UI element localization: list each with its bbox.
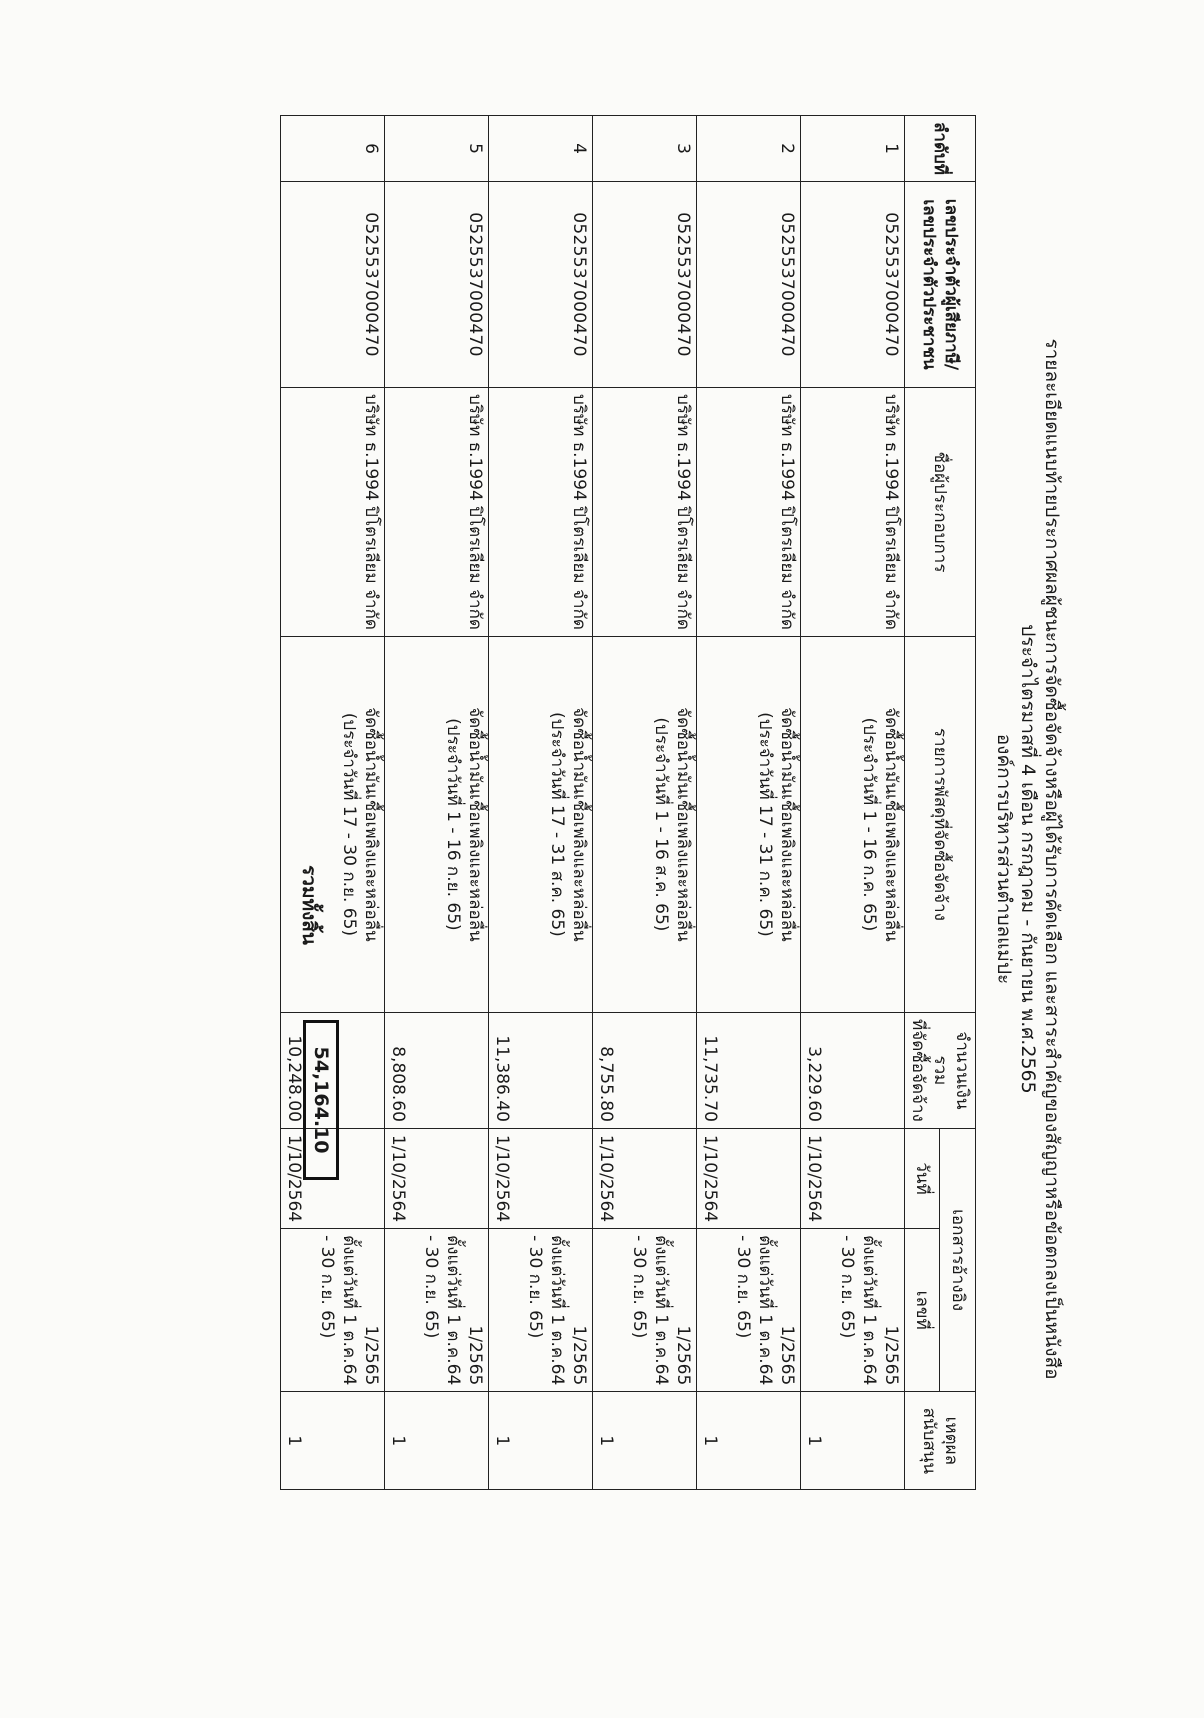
doc-date: 1/10/2564 <box>593 1128 697 1228</box>
total-label: รวมทั้งสิ้น <box>298 865 320 945</box>
col-header-doc: เอกสารอ้างอิง <box>940 1128 976 1391</box>
col-header-no: ลำดับที่ <box>905 116 976 182</box>
document-title: รายละเอียดแนบท้ายประกาศผลผู้ชนะการจัดซื้อจัดจ้างหรือผู้ได้รับการคัดเลือก และสาระสำคัญของสัญญาหรือข้อตกลงเป็นหนังสือ <box>1041 338 1063 1380</box>
organization-name: องค์การบริหารส่วนตำบลแม่ปะ <box>993 733 1015 985</box>
doc-number <box>489 1229 593 1392</box>
amount: 8,755.80 <box>593 1012 697 1128</box>
doc-number-from: ตั้งแต่วันที่ 1 ต.ค.64 <box>651 1235 671 1386</box>
doc-number-to: - 30 ก.ย. 65) <box>421 1235 441 1339</box>
tax-id: 0525537000470 <box>801 182 905 388</box>
item-period: (ประจำวันที่ 1 - 16 ส.ค. 65) <box>651 717 671 932</box>
vendor-name: บริษัท ธ.1994 ปิโตรเลียม จำกัด <box>593 388 697 637</box>
col-header-reason: เหตุผลสนับสนุน <box>905 1392 976 1490</box>
tax-id: 0525537000470 <box>385 182 489 388</box>
row-number: 6 <box>281 116 385 182</box>
reason: 1 <box>697 1392 801 1490</box>
col-header-vendor: ชื่อผู้ประกอบการ <box>905 388 976 637</box>
doc-number <box>385 1229 489 1392</box>
quarter-subtitle: ประจำไตรมาสที่ 4 เดือน กรกฎาคม - กันยายน พ.ศ.2565 <box>1017 624 1039 1094</box>
reason: 1 <box>593 1392 697 1490</box>
amount: 8,808.60 <box>385 1012 489 1128</box>
reason: 1 <box>281 1392 385 1490</box>
table-row <box>801 116 905 1490</box>
doc-number-value: 1/2565 <box>361 1325 381 1386</box>
doc-number <box>593 1229 697 1392</box>
doc-number-value: 1/2565 <box>673 1325 693 1386</box>
col-header-item: รายการพัสดุที่จัดซื้อจัดจ้าง <box>905 636 976 1012</box>
col-header-tax-id-line2: เลขประจำตัวประชาชน <box>919 199 939 370</box>
col-header-amount-line2: ที่จัดซื้อจัดจ้าง <box>908 1019 928 1122</box>
tax-id: 0525537000470 <box>281 182 385 388</box>
tax-id: 0525537000470 <box>489 182 593 388</box>
vendor-name: บริษัท ธ.1994 ปิโตรเลียม จำกัด <box>489 388 593 637</box>
item-title: จัดซื้อน้ำมันเชื้อเพลิงและหล่อลื่น <box>361 707 381 942</box>
item-title: จัดซื้อน้ำมันเชื้อเพลิงและหล่อลื่น <box>777 707 797 942</box>
row-number: 3 <box>593 116 697 182</box>
tax-id: 0525537000470 <box>697 182 801 388</box>
vendor-name: บริษัท ธ.1994 ปิโตรเลียม จำกัด <box>281 388 385 637</box>
item-period: (ประจำวันที่ 1 - 16 ก.ย. 65) <box>443 718 463 931</box>
item-title: จัดซื้อน้ำมันเชื้อเพลิงและหล่อลื่น <box>673 707 693 942</box>
item-title: จัดซื้อน้ำมันเชื้อเพลิงและหล่อลื่น <box>881 707 901 942</box>
doc-number-to: - 30 ก.ย. 65) <box>629 1235 649 1339</box>
vendor-name: บริษัท ธ.1994 ปิโตรเลียม จำกัด <box>385 388 489 637</box>
reason: 1 <box>489 1392 593 1490</box>
doc-date: 1/10/2564 <box>281 1128 385 1228</box>
doc-number-from: ตั้งแต่วันที่ 1 ต.ค.64 <box>755 1235 775 1386</box>
col-header-doc-no: เลขที่ <box>905 1229 941 1392</box>
item-title: จัดซื้อน้ำมันเชื้อเพลิงและหล่อลื่น <box>569 707 589 942</box>
doc-number-value: 1/2565 <box>777 1325 797 1386</box>
vendor-name: บริษัท ธ.1994 ปิโตรเลียม จำกัด <box>801 388 905 637</box>
vendor-name: บริษัท ธ.1994 ปิโตรเลียม จำกัด <box>697 388 801 637</box>
col-header-amount <box>905 1012 976 1128</box>
doc-number <box>281 1229 385 1392</box>
item-description <box>385 636 489 1012</box>
table-row <box>385 116 489 1490</box>
doc-number <box>801 1229 905 1392</box>
row-number: 5 <box>385 116 489 182</box>
procurement-table <box>280 115 976 1490</box>
item-description <box>697 636 801 1012</box>
doc-date: 1/10/2564 <box>697 1128 801 1228</box>
doc-number-to: - 30 ก.ย. 65) <box>837 1235 857 1339</box>
row-number: 2 <box>697 116 801 182</box>
doc-number-to: - 30 ก.ย. 65) <box>525 1235 545 1339</box>
amount: 11,735.70 <box>697 1012 801 1128</box>
doc-number-value: 1/2565 <box>465 1325 485 1386</box>
amount: 3,229.60 <box>801 1012 905 1128</box>
doc-date: 1/10/2564 <box>489 1128 593 1228</box>
item-period: (ประจำวันที่ 1 - 16 ก.ค. 65) <box>859 717 879 932</box>
reason: 1 <box>801 1392 905 1490</box>
item-title: จัดซื้อน้ำมันเชื้อเพลิงและหล่อลื่น <box>465 707 485 942</box>
doc-number-from: ตั้งแต่วันที่ 1 ต.ค.64 <box>859 1235 879 1386</box>
item-description <box>801 636 905 1012</box>
row-number: 4 <box>489 116 593 182</box>
doc-number-from: ตั้งแต่วันที่ 1 ต.ค.64 <box>339 1235 359 1386</box>
doc-date: 1/10/2564 <box>385 1128 489 1228</box>
item-period: (ประจำวันที่ 17 - 30 ก.ย. 65) <box>339 712 359 937</box>
doc-number-value: 1/2565 <box>881 1325 901 1386</box>
item-period: (ประจำวันที่ 17 - 31 ส.ค. 65) <box>547 712 567 937</box>
tax-id: 0525537000470 <box>593 182 697 388</box>
table-row <box>489 116 593 1490</box>
col-header-tax-id <box>905 182 976 388</box>
col-header-tax-id-line1: เลขประจำตัวผู้เสียภาษี/ <box>941 198 961 371</box>
doc-number-to: - 30 ก.ย. 65) <box>317 1235 337 1339</box>
amount: 11,386.40 <box>489 1012 593 1128</box>
doc-number-from: ตั้งแต่วันที่ 1 ต.ค.64 <box>547 1235 567 1386</box>
doc-number <box>697 1229 801 1392</box>
item-period: (ประจำวันที่ 17 - 31 ก.ค. 65) <box>755 712 775 937</box>
reason: 1 <box>385 1392 489 1490</box>
total-amount: 54,164.10 <box>303 1020 339 1180</box>
table-row <box>593 116 697 1490</box>
doc-number-to: - 30 ก.ย. 65) <box>733 1235 753 1339</box>
col-header-amount-line1: จำนวนเงินรวม <box>930 1031 972 1110</box>
col-header-doc-date: วันที่ <box>905 1128 941 1228</box>
row-number: 1 <box>801 116 905 182</box>
doc-date: 1/10/2564 <box>801 1128 905 1228</box>
item-description <box>489 636 593 1012</box>
item-description <box>593 636 697 1012</box>
table-row <box>697 116 801 1490</box>
amount: 10,248.00 <box>281 1012 385 1128</box>
doc-number-value: 1/2565 <box>569 1325 589 1386</box>
doc-number-from: ตั้งแต่วันที่ 1 ต.ค.64 <box>443 1235 463 1386</box>
